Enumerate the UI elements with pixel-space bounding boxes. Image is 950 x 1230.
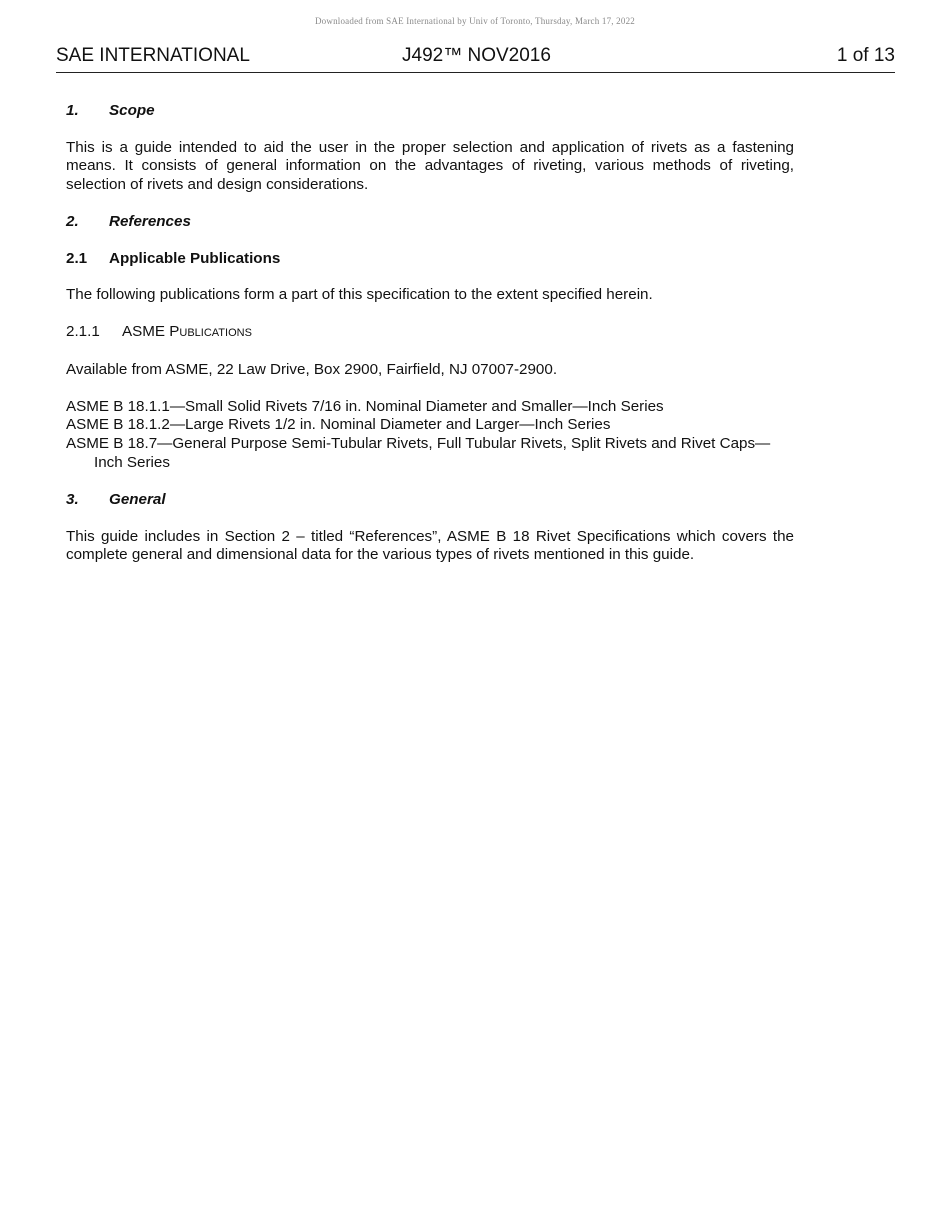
reference-item: ASME B 18.1.2—Large Rivets 1/2 in. Nominal Diameter and Larger—Inch Series	[66, 416, 611, 434]
section-title: References	[109, 213, 191, 231]
section-number: 3.	[66, 491, 79, 509]
document-id: J492™ NOV2016	[402, 45, 551, 66]
applicable-publications-paragraph: The following publications form a part of this specification to the extent specified herein.	[66, 286, 653, 304]
reference-item: ASME B 18.1.1—Small Solid Rivets 7/16 in. Nominal Diameter and Smaller—Inch Series	[66, 397, 664, 415]
page-header	[56, 44, 895, 73]
subsection-heading-applicable-publications	[66, 250, 794, 268]
document-body	[66, 102, 794, 565]
reference-list	[66, 398, 794, 473]
section-number: 1.	[66, 102, 79, 119]
section-heading-scope	[66, 102, 794, 120]
page-number: 1 of 13	[836, 45, 895, 66]
section-title: Scope	[109, 102, 155, 119]
reference-item: ASME B 18.7—General Purpose Semi-Tubular Rivets, Full Tubular Rivets, Split Rivets and Rivet Caps—Inch Series	[66, 435, 771, 471]
scope-paragraph: This is a guide intended to aid the user in the proper selection and application of rivets as a fastening means. It consists of general information on the advantages of riveting, various methods of riveting, selection of rivets and design considerations.	[66, 138, 794, 193]
asme-availability: Available from ASME, 22 Law Drive, Box 2900, Fairfield, NJ 07007-2900.	[66, 360, 558, 378]
subsection-number: 2.1	[66, 249, 88, 267]
subsubsection-heading-asme	[66, 323, 794, 342]
section-heading-references	[66, 213, 794, 231]
subsubsection-title: ASME Publications	[122, 323, 252, 341]
organization-name: SAE INTERNATIONAL	[56, 45, 250, 66]
download-watermark-note: Downloaded from SAE International by Univ of Toronto, Thursday, March 17, 2022	[314, 16, 635, 26]
subsubsection-number: 2.1.1	[66, 323, 100, 341]
section-number: 2.	[66, 213, 79, 231]
general-paragraph: This guide includes in Section 2 – titled “References”, ASME B 18 Rivet Specifications which covers the complete general and dimensional data for the various types of rivets mentioned in this guide.	[66, 527, 794, 564]
section-title: General	[109, 491, 166, 509]
subsection-title: Applicable Publications	[109, 249, 281, 267]
section-heading-general	[66, 491, 794, 509]
